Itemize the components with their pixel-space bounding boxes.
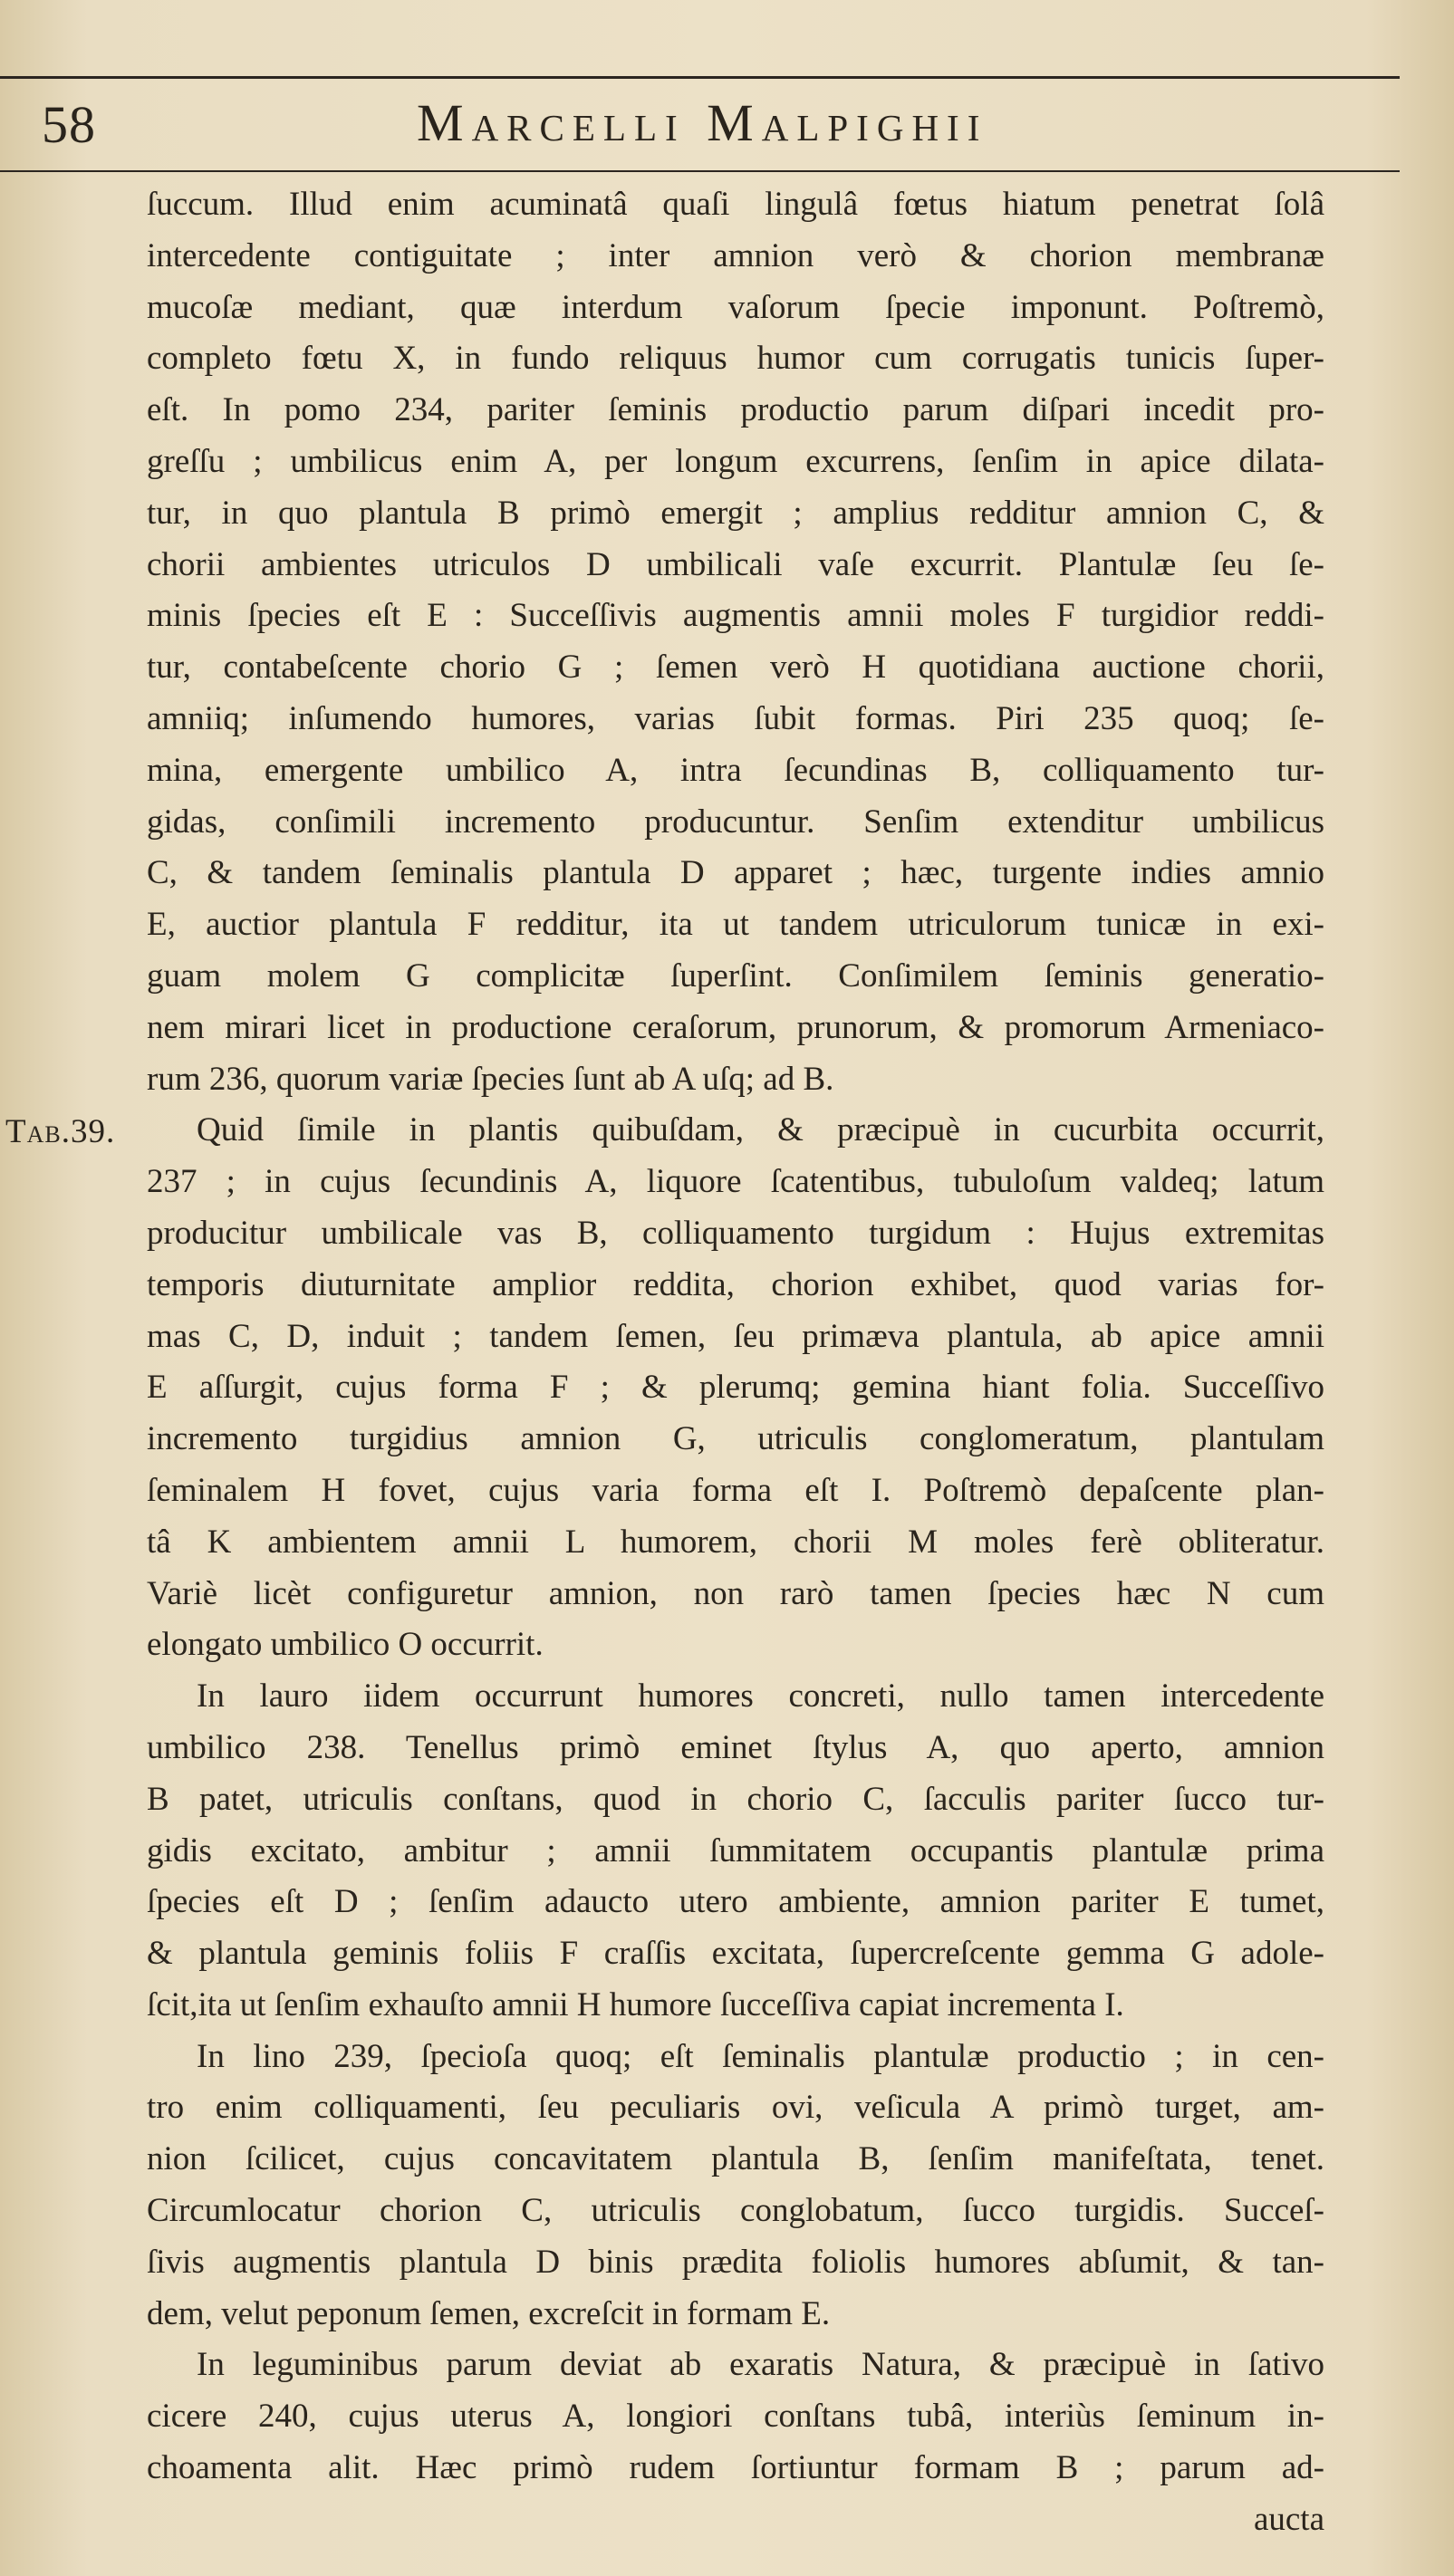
text-line: ſuccum. Illud enim acuminatâ quaſi lingulâ fœtus hiatum penetrat ſolâ (147, 186, 1324, 223)
text-line: nem mirari licet in productione ceraſorum, prunorum, & promorum Armeniaco- (147, 1008, 1324, 1046)
header-rule-bottom (0, 170, 1400, 172)
text-line: B patet, utriculis conſtans, quod in chorio C, ſacculis pariter ſucco tur- (147, 1780, 1324, 1818)
page-header (0, 87, 1454, 168)
text-line: mas C, D, induit ; tandem ſemen, ſeu primæva plantula, ab apice amnii (147, 1317, 1324, 1355)
paragraph (147, 2340, 1324, 2494)
text-line: umbilico 238. Tenellus primò eminet ſtylus A, quo aperto, amnion (147, 1728, 1324, 1766)
header-rule-top (0, 76, 1400, 79)
text-line: mina, emergente umbilico A, intra ſecundinas B, colliquamento tur- (147, 751, 1324, 789)
text-line: choamenta alit. Hæc primò rudem ſortiuntur formam B ; parum ad- (147, 2449, 1324, 2487)
text-line: tur, in quo plantula B primò emergit ; amplius redditur amnion C, & (147, 494, 1324, 532)
text-line: producitur umbilicale vas B, colliquamento turgidum : Hujus extremitas (147, 1214, 1324, 1252)
margin-note-table-reference: Tab.39. (5, 1113, 116, 1150)
text-line: In lauro iidem occurrunt humores concreti, nullo tamen intercedente (197, 1677, 1324, 1716)
text-line: rum 236, quorum variæ ſpecies ſunt ab A uſq; ad B. (147, 1060, 834, 1098)
text-line: Circumlocatur chorion C, utriculis conglobatum, ſucco turgidis. Succeſ- (147, 2192, 1324, 2230)
text-line: elongato umbilico O occurrit. (147, 1626, 544, 1664)
text-line: tâ K ambientem amnii L humorem, chorii M moles ferè obliteratur. (147, 1523, 1324, 1561)
text-line: eſt. In pomo 234, pariter ſeminis productio parum diſpari incedit pro- (147, 391, 1324, 429)
text-line: completo fœtu X, in fundo reliquus humor cum corrugatis tunicis ſuper- (147, 340, 1324, 378)
text-line: & plantula geminis foliis F craſſis excitata, ſupercreſcente gemma G adole- (147, 1935, 1324, 1973)
text-line: gidis excitato, ambitur ; amnii ſummitatem occupantis plantulæ prima (147, 1831, 1324, 1870)
paragraph (147, 2032, 1324, 2341)
text-line: ſivis augmentis plantula D binis prædita foliolis humores abſumit, & tan- (147, 2243, 1324, 2281)
text-line: incremento turgidius amnion G, utriculis conglomeratum, plantulam (147, 1420, 1324, 1458)
text-line: 237 ; in cujus ſecundinis A, liquore ſcatentibus, tubuloſum valdeq; latum (147, 1163, 1324, 1201)
catchword: aucta (1253, 2500, 1324, 2538)
text-line: ſcit,ita ut ſenſim exhauſto amnii H humore ſucceſſiva capiat incrementa I. (147, 1985, 1124, 2023)
text-line: chorii ambientes utriculos D umbilicali vaſe excurrit. Plantulæ ſeu ſe- (147, 545, 1324, 583)
text-line: E aſſurgit, cujus forma F ; & plerumq; gemina hiant folia. Succeſſivo (147, 1369, 1324, 1407)
text-line: ſeminalem H fovet, cujus varia forma eſt I. Poſtremò depaſcente plan- (147, 1471, 1324, 1509)
text-line: ſpecies eſt D ; ſenſim adaucto utero ambiente, amnion pariter E tumet, (147, 1883, 1324, 1921)
page-number: 58 (42, 95, 96, 154)
text-line: minis ſpecies eſt E : Succeſſivis augmentis amnii moles F turgidior reddi- (147, 597, 1324, 635)
text-line: In lino 239, ſpecioſa quoq; eſt ſeminalis plantulæ productio ; in cen- (197, 2037, 1324, 2075)
paragraph (147, 179, 1324, 1105)
text-line: temporis diuturnitate amplior reddita, chorion exhibet, quod varias for- (147, 1265, 1324, 1303)
text-line: tro enim colliquamenti, ſeu peculiaris ovi, veſicula A primò turget, am- (147, 2089, 1324, 2127)
text-line: nion ſcilicet, cujus concavitatem plantula B, ſenſim manifeſtata, tenet. (147, 2140, 1324, 2178)
text-line: intercedente contiguitate ; inter amnion verò & chorion membranæ (147, 236, 1324, 274)
text-line: In leguminibus parum deviat ab exaratis Natura, & præcipuè in ſativo (197, 2346, 1324, 2384)
paragraph (147, 1671, 1324, 2032)
text-line: gidas, conſimili incremento producuntur. Senſim extenditur umbilicus (147, 803, 1324, 841)
text-line: C, & tandem ſeminalis plantula D apparet ; hæc, turgente indies amnio (147, 854, 1324, 892)
text-line: greſſu ; umbilicus enim A, per longum excurrens, ſenſim in apice dilata- (147, 442, 1324, 480)
text-line: Variè licèt configuretur amnion, non rarò tamen ſpecies hæc N cum (147, 1574, 1324, 1612)
text-line: mucoſæ mediant, quæ interdum vaſorum ſpecie imponunt. Poſtremò, (147, 288, 1324, 326)
body-text (147, 179, 1324, 2546)
text-line: dem, velut peponum ſemen, excreſcit in formam E. (147, 2294, 831, 2332)
text-line: guam molem G complicitæ ſuperſint. Conſimilem ſeminis generatio- (147, 956, 1324, 995)
paragraph (147, 1105, 1324, 1671)
text-line: cicere 240, cujus uterus A, longiori conſtans tubâ, interiùs ſeminum in- (147, 2398, 1324, 2436)
text-line: amniiq; inſumendo humores, varias ſubit formas. Piri 235 quoq; ſe- (147, 699, 1324, 737)
text-line: tur, contabeſcente chorio G ; ſemen verò H quotidiana auctione chorii, (147, 649, 1324, 687)
text-line: Quid ſimile in plantis quibuſdam, & præcipuè in cucurbita occurrit, (197, 1111, 1324, 1149)
running-title: Marcelli Malpighii (417, 93, 988, 152)
text-line: E, auctior plantula F redditur, ita ut tandem utriculorum tunicæ in exi- (147, 906, 1324, 944)
